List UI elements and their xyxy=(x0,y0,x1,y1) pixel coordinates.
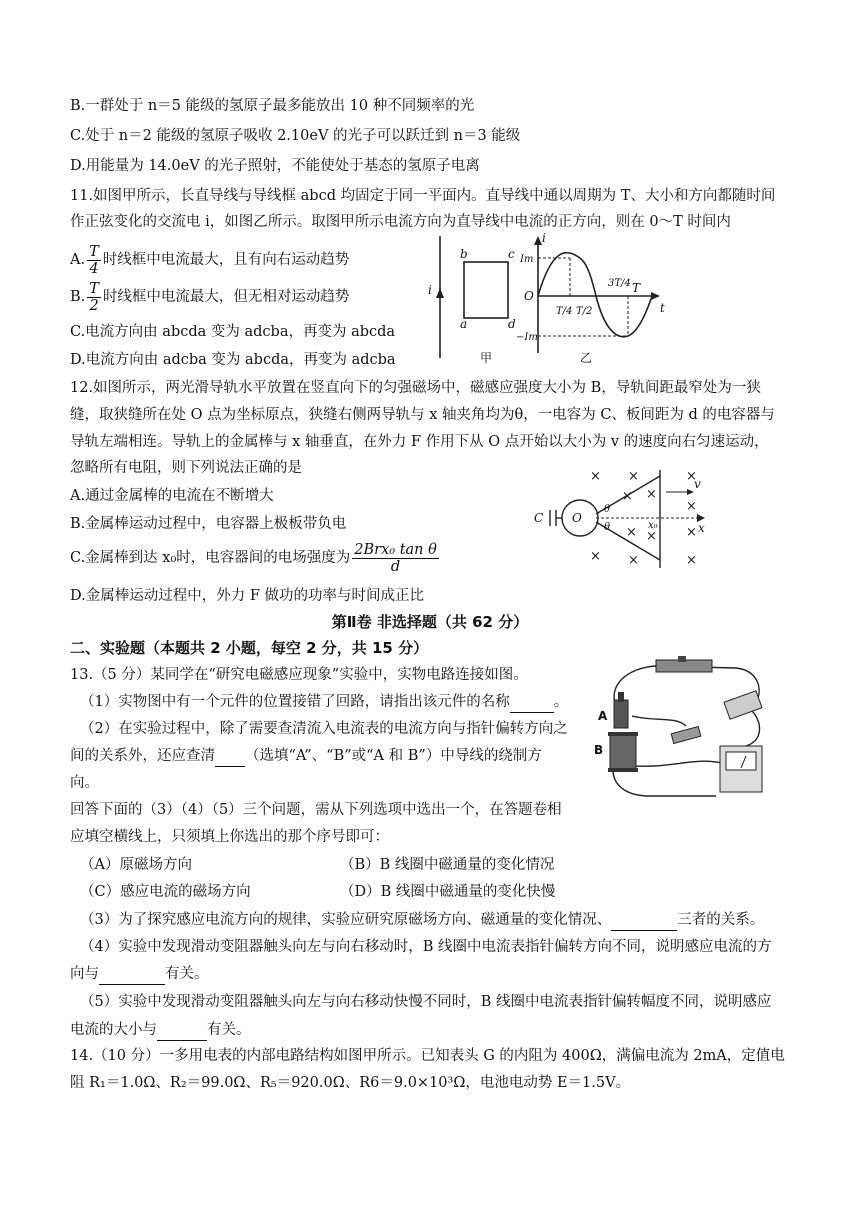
axis-t-label: t xyxy=(660,301,665,315)
galvanometer xyxy=(720,746,762,792)
q11-option-d: D.电流方向由 adcba 变为 abcda，再变为 adcba xyxy=(70,352,396,368)
q13-part-3-end: 三者的关系。 xyxy=(677,912,765,928)
coil-a-label: A xyxy=(598,709,608,723)
q13-part-2-cont xyxy=(70,746,542,767)
q13-part-4: （4）实验中发现滑动变阻器触头向左与向右移动时，B 线圈中电流表指针偏转方向不同，说明感应电流的方 xyxy=(80,939,772,955)
q12-option-d: D.金属棒运动过程中，外力 F 做功的功率与时间成正比 xyxy=(70,588,424,604)
q12-figure xyxy=(510,464,710,576)
q11-stem-2: 作正弦变化的交流电 i，如图乙所示。取图甲所示电流方向为直导线中电流的正方向，则在 0～T 时间内 xyxy=(70,214,731,230)
field-strength-fraction xyxy=(352,542,439,575)
angle-top-label: θ xyxy=(604,504,611,515)
q12-option-b: B.金属棒运动过程中，电容器上极板带负电 xyxy=(70,516,347,532)
q13-stem: 13.（5 分）某同学在“研究电磁感应现象”实验中，实物电路连接如图。 xyxy=(70,667,528,683)
svg-text:×: × xyxy=(686,499,697,514)
im-label: Im xyxy=(520,254,534,265)
fraction-denominator: 4 xyxy=(89,260,99,277)
q11-option-b xyxy=(70,277,349,317)
choice-a: （A）原磁场方向 xyxy=(80,857,192,873)
q11-option-c: C.电流方向由 abcda 变为 adcba，再变为 abcda xyxy=(70,324,396,340)
q12-stem-3: 导轨左端相连。导轨上的金属棒与 x 轴垂直，在外力 F 作用下从 O 点开始以大小为 v 的速度向右匀速运动， xyxy=(70,434,769,450)
vertex-b-label: b xyxy=(460,247,468,261)
q13-part-3 xyxy=(80,910,764,931)
choice-d: （D）B 线圈中磁通量的变化快慢 xyxy=(340,884,556,900)
svg-text:×: × xyxy=(686,553,697,568)
svg-text:×: × xyxy=(628,469,639,484)
svg-text:×: × xyxy=(626,525,637,540)
x-axis-label: x xyxy=(698,521,705,535)
fraction-numerator: T xyxy=(89,280,99,297)
fraction-numerator: T xyxy=(89,243,99,260)
answer-blank[interactable] xyxy=(99,964,165,985)
q12-stem-2: 缝，取狭缝所在处 O 点为坐标原点，狭缝右侧两导轨与 x 轴夹角均为θ，一电容为 C、板间距为 d 的电容器与 xyxy=(70,407,775,423)
neg-im-label: −Im xyxy=(516,332,538,343)
q12-option-a: A.通过金属棒的电流在不断增大 xyxy=(70,488,274,504)
x0-label: x₀ xyxy=(648,520,658,531)
velocity-label: v xyxy=(694,477,701,491)
arrow-up-icon xyxy=(534,236,542,245)
fraction-denominator: 2 xyxy=(89,297,99,314)
wire-current-label: i xyxy=(428,283,432,297)
q11-option-b-text: 时线框中电流最大，但无相对运动趋势 xyxy=(102,289,350,305)
rheostat xyxy=(656,656,712,672)
coil-b-label: B xyxy=(594,743,604,757)
option-c-line: C.处于 n＝2 能级的氢原子吸收 2.10eV 的光子可以跃迁到 n＝3 能级 xyxy=(70,128,521,144)
q14-stem-1: 14.（10 分）一多用电表的内部电路结构如图甲所示。已知表头 G 的内阻为 400Ω，满偏电流为 2mA，定值电 xyxy=(70,1048,785,1064)
svg-text:×: × xyxy=(622,489,633,504)
q13-part-2: （2）在实验过程中，除了需要查清流入电流表的电流方向与指针偏转方向之 xyxy=(80,721,568,737)
q11-figure xyxy=(420,228,670,368)
q11-option-a xyxy=(70,240,349,280)
q11-option-a-prefix: A. xyxy=(70,252,86,268)
q13-part-2-text-end: （选填“A”、“B”或“A 和 B”）中导线的绕制方 xyxy=(245,748,542,764)
fraction-t-over-4 xyxy=(87,244,101,277)
q13-part-4-text: 向与 xyxy=(70,966,99,982)
option-d-line: D.用能量为 14.0eV 的光子照射，不能使处于基态的氢原子电离 xyxy=(70,158,480,174)
capacitor-label: C xyxy=(534,511,544,525)
t-half-label: T/2 xyxy=(576,306,593,317)
choice-b: （B）B 线圈中磁通量的变化情况 xyxy=(340,857,555,873)
answer-blank[interactable] xyxy=(510,692,554,713)
current-arrow-icon xyxy=(436,288,444,298)
q13-part-4-cont xyxy=(70,964,209,985)
vertex-a-label: a xyxy=(460,317,468,331)
battery xyxy=(724,691,762,720)
q12-option-c-prefix: C.金属棒到达 x₀时，电容器间的电场强度为 xyxy=(70,550,351,566)
answer-blank[interactable] xyxy=(611,910,677,931)
part-two-heading: 第Ⅱ卷 非选择题（共 62 分） xyxy=(331,613,529,631)
fraction-numerator: 2Brx₀ tan θ xyxy=(354,541,437,558)
velocity-arrow-icon xyxy=(687,489,694,495)
q13-part-5: （5）实验中发现滑动变阻器触头向左与向右移动快慢不同时，B 线圈中电流表指针偏转幅度不同，说明感应 xyxy=(80,994,772,1010)
coil-a xyxy=(614,692,628,728)
period-label: T xyxy=(632,281,641,295)
q12-stem-4: 忽略所有电阻，则下列说法正确的是 xyxy=(70,460,302,476)
q13-instruction-2: 应填空横线上，只须填上你选出的那个序号即可： xyxy=(70,829,389,845)
q13-part-5-text: 电流的大小与 xyxy=(70,1022,157,1038)
q14-stem-2: 阻 R₁＝1.0Ω、R₂＝99.0Ω、R₅＝920.0Ω、R6＝9.0×10³Ω，电池电动势 E＝1.5V。 xyxy=(70,1075,631,1091)
coil-b xyxy=(608,732,638,772)
section-two-heading: 二、实验题（本题共 2 小题，每空 2 分，共 15 分） xyxy=(70,639,429,657)
q13-part-1-text: （1）实物图中有一个元件的位置接错了回路，请指出该元件的名称 xyxy=(80,694,510,710)
answer-blank[interactable] xyxy=(215,746,245,767)
angle-bottom-label: θ xyxy=(604,522,611,533)
q12-option-c xyxy=(70,538,441,578)
t-quarter-label: T/4 xyxy=(556,306,573,317)
svg-text:×: × xyxy=(646,529,657,544)
q13-part-2-text: 间的关系外，还应查清 xyxy=(70,748,215,764)
choice-c: （C）感应电流的磁场方向 xyxy=(80,884,251,900)
svg-text:×: × xyxy=(590,549,601,564)
axis-i-label: i xyxy=(542,231,546,245)
svg-text:×: × xyxy=(628,553,639,568)
q11-stem-1: 11.如图甲所示，长直导线与导线框 abcd 均固定于同一平面内。直导线中通以周期为 T、大小和方向都随时间 xyxy=(70,188,776,204)
q13-instruction-1: 回答下面的（3）（4）（5）三个问题，需从下列选项中选出一个，在答题卷相 xyxy=(70,802,562,818)
q12-stem-1: 12.如图所示，两光滑导轨水平放置在竖直向下的匀强磁场中，磁感应强度大小为 B，导轨间距最窄处为一狭 xyxy=(70,380,761,396)
q13-part-5-cont xyxy=(70,1020,251,1041)
q11-option-b-prefix: B. xyxy=(70,289,86,305)
svg-text:×: × xyxy=(646,487,657,502)
t-three-quarter-label: 3T/4 xyxy=(608,278,631,289)
answer-blank[interactable] xyxy=(157,1020,207,1041)
figure-jia-label: 甲 xyxy=(480,351,493,365)
vertex-c-label: c xyxy=(508,247,515,261)
svg-text:×: × xyxy=(686,469,697,484)
q11-option-a-text: 时线框中电流最大，且有向右运动趋势 xyxy=(102,252,350,268)
origin-label: O xyxy=(524,289,534,303)
option-b-line: B.一群处于 n＝5 能级的氢原子最多能放出 10 种不同频率的光 xyxy=(70,98,475,114)
fraction-t-over-2 xyxy=(87,281,101,314)
q13-part-4-end: 有关。 xyxy=(165,966,209,982)
q13-part-1-end: 。 xyxy=(553,694,569,710)
q13-part-1 xyxy=(80,692,568,713)
q13-part-2-end: 向。 xyxy=(70,775,99,791)
figure-yi-label: 乙 xyxy=(580,351,593,365)
origin-label: O xyxy=(572,511,582,525)
q13-part-3-text: （3）为了探究感应电流方向的规律，实验应研究原磁场方向、磁通量的变化情况、 xyxy=(80,912,612,928)
arrow-right-icon xyxy=(651,292,660,300)
q13-apparatus-figure xyxy=(586,656,776,806)
q13-part-5-end: 有关。 xyxy=(207,1022,251,1038)
vertex-d-label: d xyxy=(508,317,516,331)
svg-text:×: × xyxy=(686,525,697,540)
fraction-denominator: d xyxy=(390,558,401,575)
svg-text:×: × xyxy=(590,469,601,484)
switch xyxy=(671,727,701,744)
